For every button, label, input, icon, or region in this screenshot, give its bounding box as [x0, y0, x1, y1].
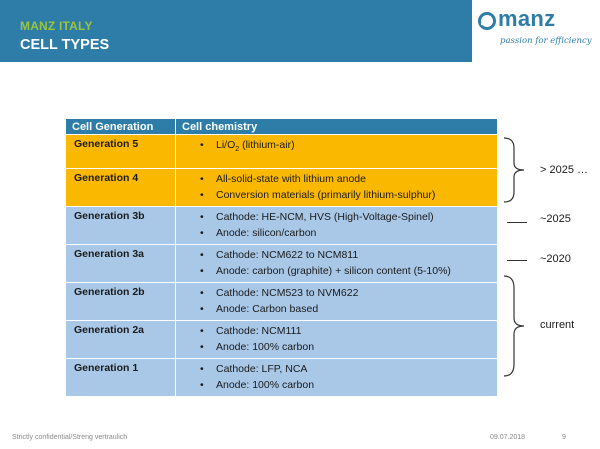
- chemistry-item: • Conversion materials (primarily lithium-sulphur): [200, 188, 491, 204]
- chemistry-item: • Cathode: LFP, NCA: [200, 362, 491, 378]
- table-row: [66, 169, 498, 207]
- table-row: [66, 245, 498, 283]
- chemistry-cell: [176, 135, 498, 169]
- timeline-label-2020: ~2020: [540, 253, 571, 265]
- chemistry-item: • Anode: Carbon based: [200, 302, 491, 318]
- li-o2-suffix: (lithium-air): [239, 139, 295, 151]
- footer-date: 09.07.2018: [490, 434, 526, 441]
- column-header-chemistry: Cell chemistry: [176, 119, 498, 135]
- brace-current: [500, 274, 530, 378]
- chemistry-cell: [176, 359, 498, 397]
- chemistry-item: • Anode: carbon (graphite) + silicon content (5-10%): [200, 264, 491, 280]
- footer-confidential: Strictly confidential/Streng vertraulich: [12, 434, 128, 441]
- li-o2-prefix: Li/O: [216, 139, 236, 151]
- chemistry-item: • Anode: 100% carbon: [200, 340, 491, 356]
- page-title: CELL TYPES: [20, 37, 110, 53]
- column-header-generation: Cell Generation: [66, 119, 176, 135]
- timeline-label-current: current: [540, 319, 575, 331]
- timeline-label-2025: ~2025: [540, 213, 571, 225]
- chemistry-cell: [176, 283, 498, 321]
- chemistry-cell: [176, 169, 498, 207]
- chemistry-item: • Cathode: NCM622 to NCM811: [200, 248, 491, 264]
- generation-cell: Generation 3b: [66, 207, 176, 245]
- generation-cell: Generation 2a: [66, 321, 176, 359]
- generation-cell: Generation 3a: [66, 245, 176, 283]
- table-row: [66, 359, 498, 397]
- chemistry-item: • Anode: silicon/carbon: [200, 226, 491, 242]
- chemistry-item: • Cathode: NCM523 to NVM622: [200, 286, 491, 302]
- table-header-row: [66, 119, 498, 135]
- table-row: [66, 135, 498, 169]
- table-row: [66, 321, 498, 359]
- chemistry-cell: [176, 207, 498, 245]
- header-kicker: MANZ ITALY: [20, 19, 93, 33]
- table-row: [66, 207, 498, 245]
- manz-logo: [472, 0, 600, 62]
- chemistry-item: • All-solid-state with lithium anode: [200, 172, 491, 188]
- logo-tagline: passion for efficiency: [500, 36, 592, 46]
- chemistry-item: [200, 138, 491, 158]
- timeline-line-2020: [507, 260, 527, 261]
- li-o2-subscript: 2: [235, 146, 240, 154]
- chemistry-item: • Anode: 100% carbon: [200, 378, 491, 394]
- timeline-line-2025: [507, 222, 527, 223]
- table-row: [66, 283, 498, 321]
- chemistry-item: • Cathode: NCM111: [200, 324, 491, 340]
- generation-cell: Generation 2b: [66, 283, 176, 321]
- manz-logo-icon: [478, 12, 496, 30]
- generation-cell: Generation 1: [66, 359, 176, 397]
- generation-cell: Generation 4: [66, 169, 176, 207]
- footer-page-number: 9: [562, 434, 566, 441]
- timeline-label-future: > 2025 …: [540, 164, 589, 176]
- generation-cell: Generation 5: [66, 135, 176, 169]
- chemistry-cell: [176, 245, 498, 283]
- brace-future: [500, 136, 530, 204]
- logo-wordmark: manz: [498, 6, 556, 31]
- cell-types-table: [65, 118, 498, 397]
- chemistry-item: • Cathode: HE-NCM, HVS (High-Voltage-Spinel): [200, 210, 491, 226]
- chemistry-cell: [176, 321, 498, 359]
